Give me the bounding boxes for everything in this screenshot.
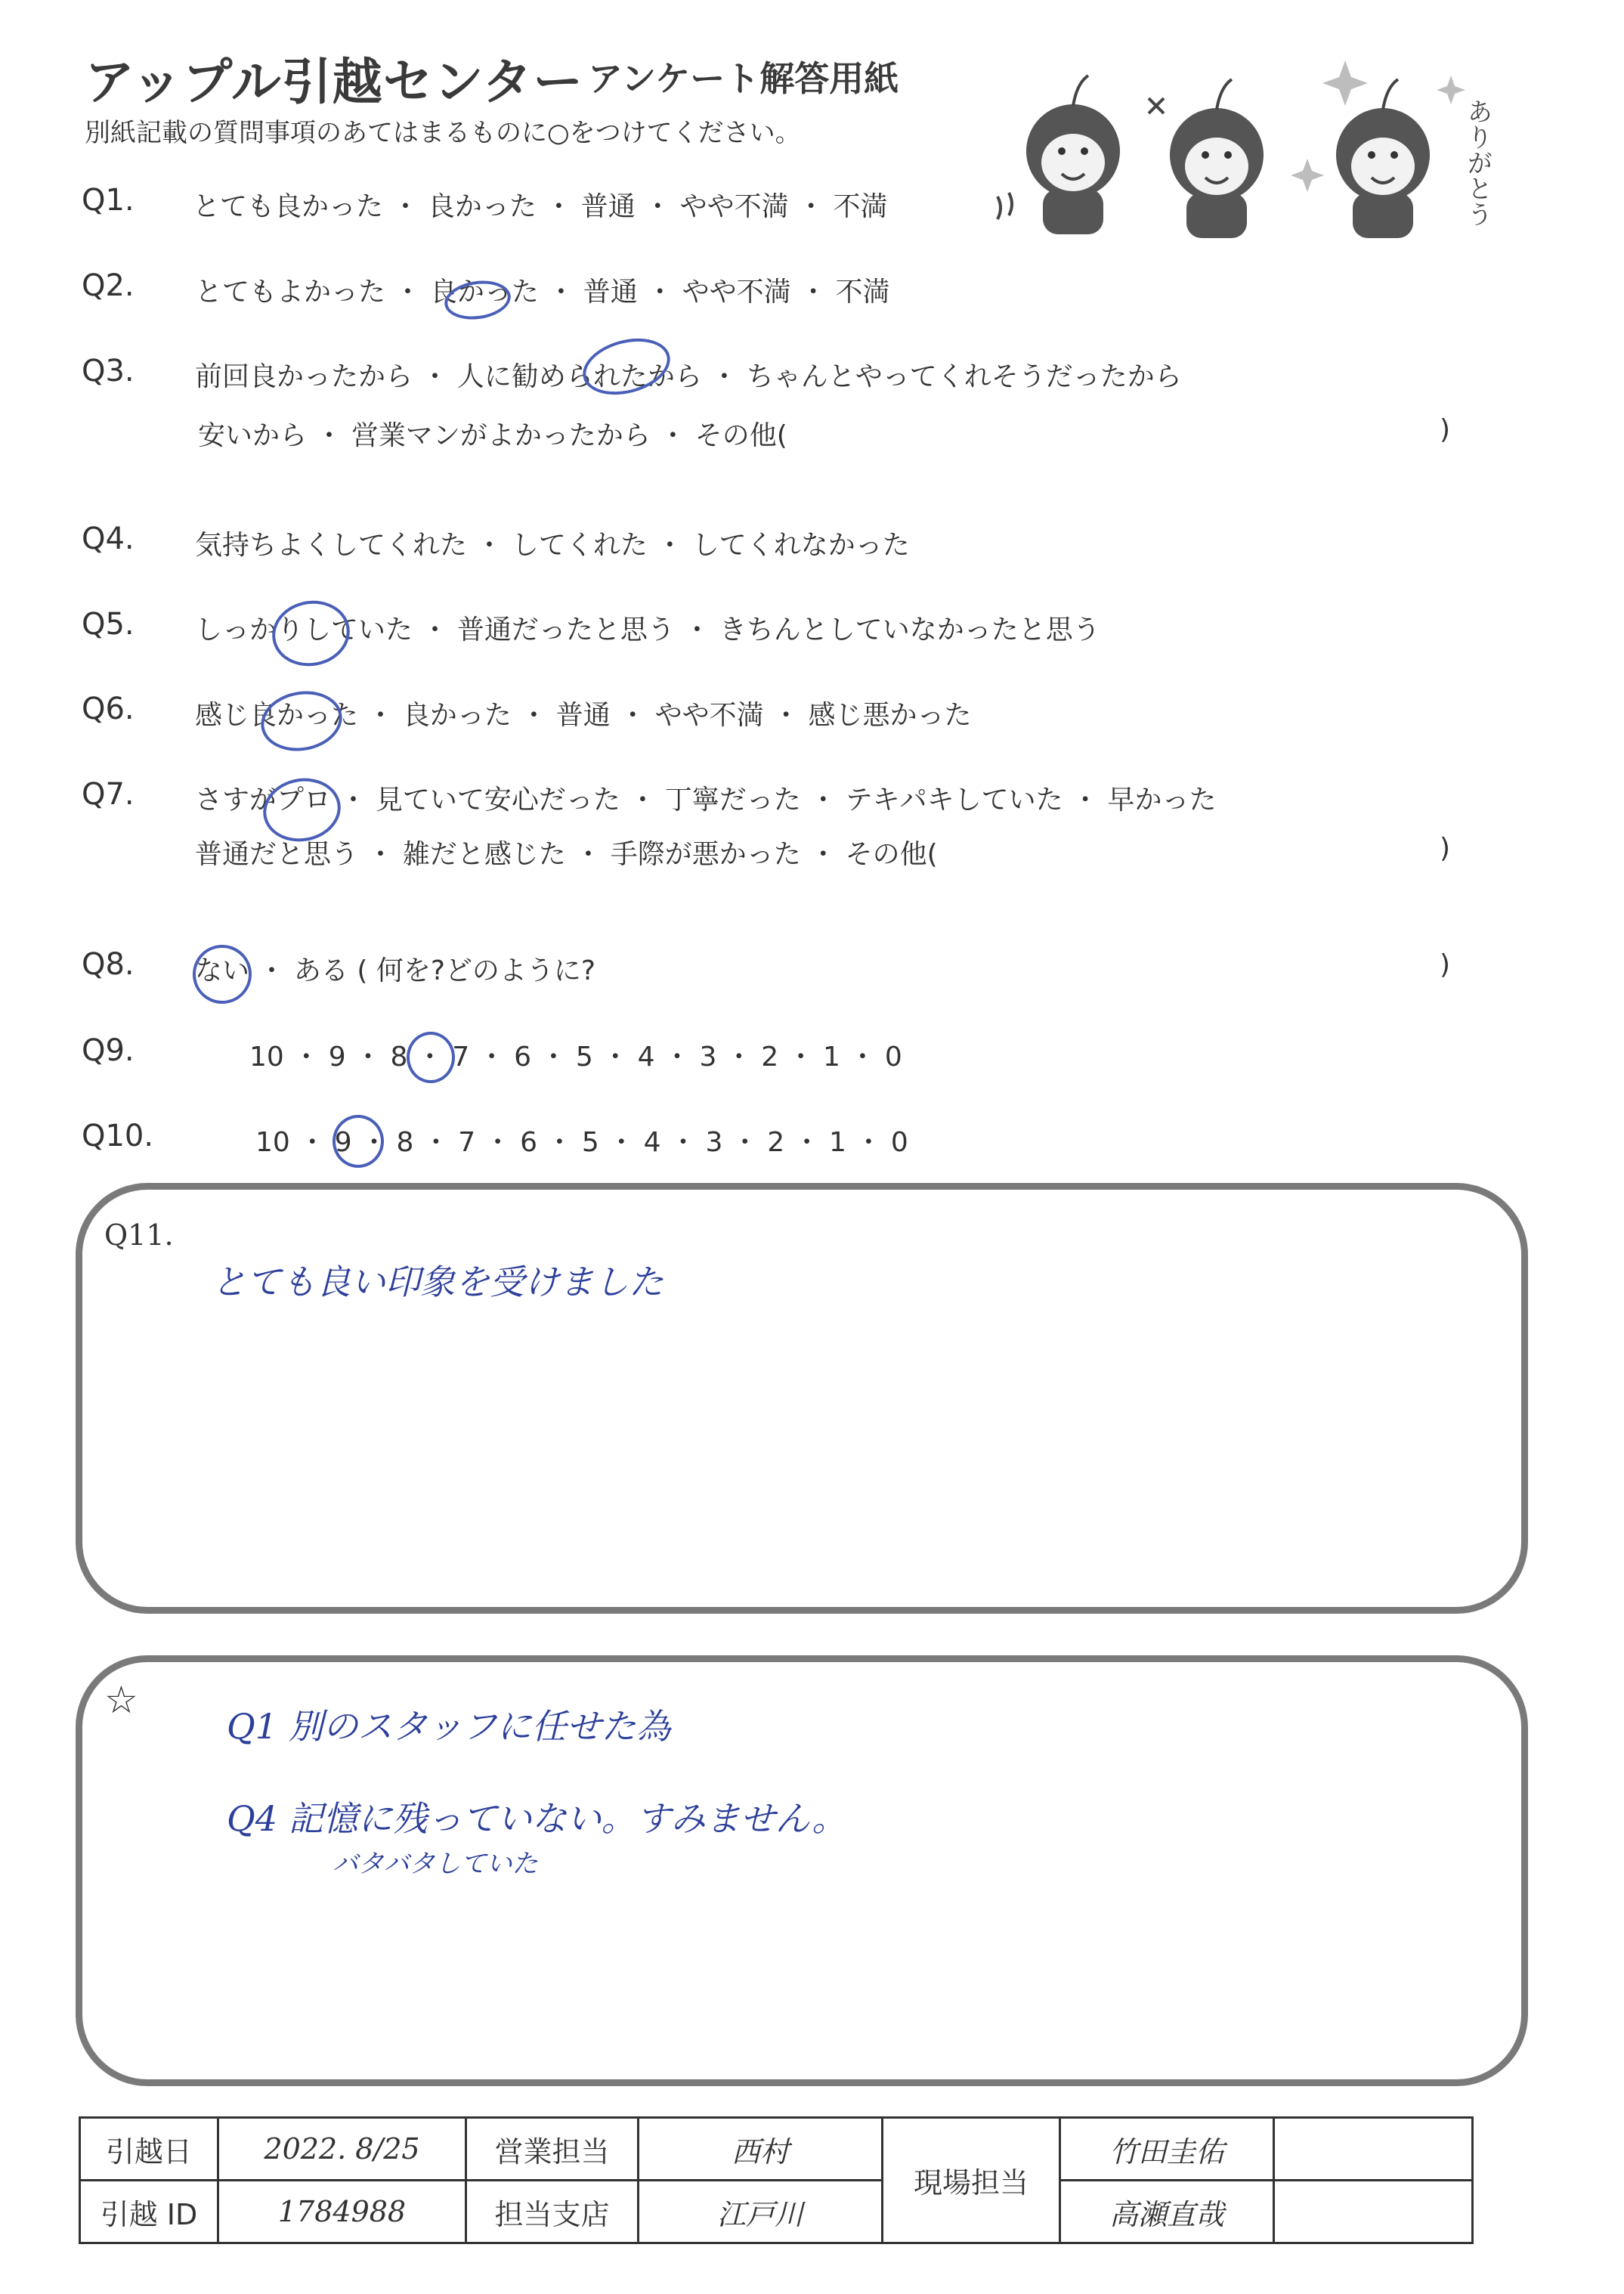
q4-label: Q4. [82, 522, 135, 556]
branch-label: 担当支店 [466, 2181, 639, 2243]
star-note-line3: バタバタしていた [333, 1849, 538, 1879]
sales-label: 営業担当 [466, 2118, 639, 2181]
q2-label: Q2. [82, 268, 135, 303]
sales-value: 西村 [639, 2118, 883, 2181]
q10-circle-mark [333, 1115, 384, 1168]
footer-info-table [79, 2116, 1474, 2244]
monkey-mascot-illustration [990, 45, 1519, 249]
q7-close-paren: ) [1440, 833, 1451, 864]
q8-close-paren: ) [1440, 949, 1451, 980]
q2-options: とてもよかった ・ 良かった ・ 普通 ・ やや不満 ・ 不満 [195, 277, 890, 308]
site-staff-1: 竹田圭佑 [1060, 2118, 1274, 2181]
q5-options: しっかりしていた ・ 普通だったと思う ・ きちんとしていなかったと思う [195, 615, 1100, 645]
q5-label: Q5. [82, 607, 135, 642]
q7-options-line1: さすがプロ ・ 見ていて安心だった ・ 丁寧だった ・ テキパキしていた ・ 早かった [195, 785, 1217, 816]
move-id-value: 1784988 [218, 2181, 466, 2243]
q1-options: とても良かった ・ 良かった ・ 普通 ・ やや不満 ・ 不満 [193, 191, 888, 222]
q4-options: 気持ちよくしてくれた ・ してくれた ・ してくれなかった [195, 530, 910, 561]
move-id-label: 引越 ID [80, 2181, 218, 2243]
q3-options-line1: 前回良かったから ・ 人に勧められたから ・ ちゃんとやってくれそうだったから [195, 361, 1182, 392]
q10-label: Q10. [82, 1119, 154, 1153]
q7-label: Q7. [82, 777, 135, 812]
site-staff-label: 現場担当 [883, 2118, 1060, 2243]
q11-handwritten-answer: とても良い印象を受けました [212, 1262, 664, 1302]
form-subtitle: アンケート解答用紙 [588, 58, 899, 99]
q1-label: Q1. [82, 183, 135, 218]
q3-label: Q3. [82, 354, 135, 389]
site-staff-2: 高瀬直哉 [1060, 2181, 1274, 2243]
instruction-text: 別紙記載の質問事項のあてはまるものに○をつけてください。 [85, 118, 801, 148]
star-note-line2: Q4 記憶に残っていない。すみません。 [227, 1798, 847, 1839]
q10-scale: 10 ・ 9 ・ 8 ・ 7 ・ 6 ・ 5 ・ 4 ・ 3 ・ 2 ・ 1 ・ 0 [255, 1127, 908, 1158]
q5-circle-mark [267, 595, 354, 673]
q11-label: Q11. [104, 1218, 174, 1252]
q9-scale: 10 ・ 9 ・ 8 ・ 7 ・ 6 ・ 5 ・ 4 ・ 3 ・ 2 ・ 1 ・ 0 [249, 1042, 902, 1073]
blank-cell-1 [1274, 2118, 1473, 2181]
company-title: アップル引越センター [85, 53, 584, 111]
star-icon: ☆ [104, 1678, 138, 1722]
mascot-caption: ありがとう [1463, 98, 1492, 227]
q11-comment-box [76, 1183, 1528, 1614]
blank-cell-2 [1274, 2181, 1473, 2243]
q3-options-line2: 安いから ・ 営業マンがよかったから ・ その他( [198, 420, 787, 451]
move-date-label: 引越日 [80, 2118, 218, 2181]
q8-label: Q8. [82, 947, 135, 982]
star-note-line1: Q1 別のスタッフに任せた為 [227, 1706, 671, 1747]
q8-options: ない ・ ある ( 何を?どのように? [195, 955, 596, 986]
move-date-value: 2022. 8/25 [218, 2118, 466, 2181]
q6-label: Q6. [82, 692, 135, 726]
q7-options-line2: 普通だと思う ・ 雑だと感じた ・ 手際が悪かった ・ その他( [195, 839, 938, 870]
q6-options: 感じ良かった ・ 良かった ・ 普通 ・ やや不満 ・ 感じ悪かった [195, 700, 972, 731]
branch-value: 江戸川 [639, 2181, 883, 2243]
q3-close-paren: ) [1440, 414, 1451, 445]
q9-circle-mark [407, 1032, 455, 1083]
q9-label: Q9. [82, 1033, 135, 1068]
